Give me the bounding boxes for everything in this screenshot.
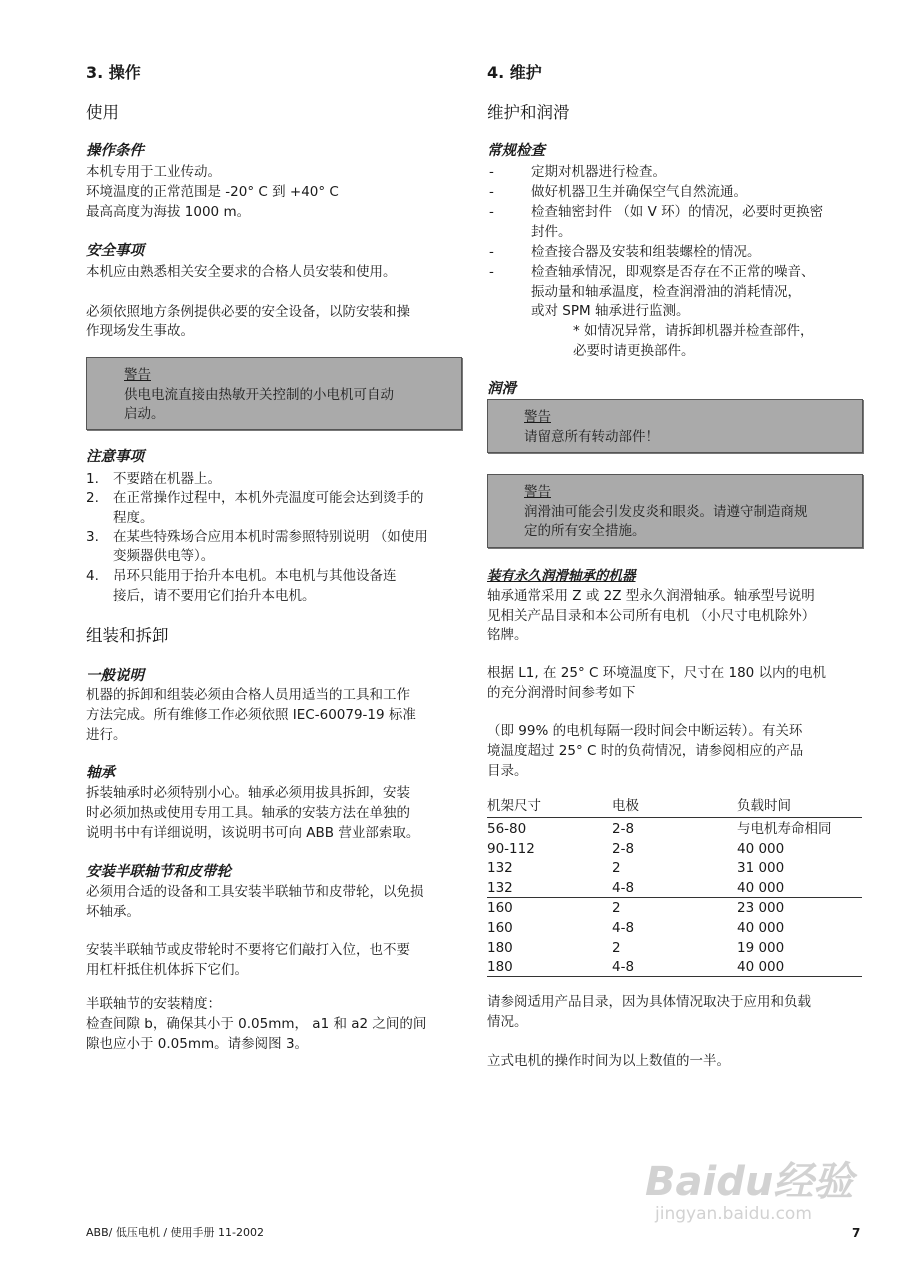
table-cell: 180 bbox=[487, 939, 513, 956]
table-cell: 2-8 bbox=[612, 821, 635, 837]
list-item: 检查接合器及安装和组装螺栓的情况。 bbox=[531, 244, 761, 260]
text-line: 目录。 bbox=[487, 763, 528, 779]
text-line: 机器的拆卸和组装必须由合格人员用适当的工具和工作 bbox=[86, 687, 410, 703]
heading-use: 使用 bbox=[86, 103, 119, 122]
list-item: 在某些特殊场合应用本机时需参照特别说明 （如使用 bbox=[113, 529, 428, 545]
text-line: 必须依照地方条例提供必要的安全设备，以防安装和操 bbox=[86, 304, 410, 320]
warning-text: 润滑油可能会引发皮炎和眼炎。请遵守制造商规 bbox=[524, 504, 808, 520]
dash: - bbox=[489, 204, 494, 220]
list-number: 3. bbox=[86, 529, 99, 545]
warning-title: 警告 bbox=[524, 484, 551, 500]
text-line: 见相关产品目录和本公司所有电机 （小尺寸电机除外） bbox=[487, 608, 816, 624]
table-cell: 180 bbox=[487, 959, 513, 976]
table-header: 机架尺寸 bbox=[487, 798, 541, 814]
table-cell: 2 bbox=[612, 860, 621, 877]
list-item: 吊环只能用于抬升本电机。本电机与其他设备连 bbox=[113, 568, 397, 584]
text-line: 用杠杆抵住机体拆下它们。 bbox=[86, 962, 248, 978]
text-line: 铭牌。 bbox=[487, 627, 528, 643]
dash: - bbox=[489, 164, 494, 180]
text-line: 时必须加热或使用专用工具。轴承的安装方法在单独的 bbox=[86, 805, 410, 821]
warning-text: 定的所有安全措施。 bbox=[524, 523, 646, 539]
heading-routine: 常规检查 bbox=[487, 143, 545, 159]
heading-coupling: 安装半联轴节和皮带轮 bbox=[86, 864, 231, 880]
note-line: * 如情况异常，请拆卸机器并检查部件， bbox=[573, 323, 814, 339]
note-line: 必要时请更换部件。 bbox=[573, 343, 695, 359]
heading-lubrication: 润滑 bbox=[487, 381, 516, 397]
table-cell: 90-112 bbox=[487, 840, 535, 857]
table-cell: 132 bbox=[487, 879, 513, 896]
table-header: 负载时间 bbox=[737, 798, 791, 814]
warning-text: 请留意所有转动部件！ bbox=[524, 429, 659, 445]
dash: - bbox=[489, 264, 494, 280]
text-line: 隙也应小于 0.05mm。请参阅图 3。 bbox=[86, 1036, 309, 1052]
list-number: 4. bbox=[86, 568, 99, 584]
text-line: 进行。 bbox=[86, 727, 127, 743]
text-line: 轴承通常采用 Z 或 2Z 型永久润滑轴承。轴承型号说明 bbox=[487, 588, 815, 604]
table-cell: 40 000 bbox=[737, 879, 785, 896]
text-line: 本机应由熟悉相关安全要求的合格人员安装和使用。 bbox=[86, 264, 397, 280]
text-line: 的充分润滑时间参考如下 bbox=[487, 685, 636, 701]
text-line: 境温度超过 25° C 时的负荷情况，请参阅相应的产品 bbox=[487, 743, 804, 759]
table-cell: 4-8 bbox=[612, 920, 635, 936]
heading-permanent-bearings: 装有永久润滑轴承的机器 bbox=[487, 568, 636, 584]
table-cell: 31 000 bbox=[737, 860, 785, 877]
list-item: 做好机器卫生并确保空气自然流通。 bbox=[531, 184, 747, 200]
text-line: 根据 L1, 在 25° C 环境温度下，尺寸在 180 以内的电机 bbox=[487, 665, 827, 681]
warning-title: 警告 bbox=[124, 367, 151, 383]
table-cell: 40 000 bbox=[737, 920, 785, 936]
heading-assembly: 组装和拆卸 bbox=[86, 626, 169, 645]
text-line: 必须用合适的设备和工具安装半联轴节和皮带轮，以免损 bbox=[86, 884, 424, 900]
list-item: 程度。 bbox=[113, 510, 154, 526]
table-cell: 与电机寿命相同 bbox=[737, 821, 832, 837]
text-line: 方法完成。所有维修工作必须依照 IEC-60079-19 标准 bbox=[86, 707, 416, 723]
table-cell: 40 000 bbox=[737, 959, 785, 976]
list-number: 1. bbox=[86, 471, 99, 487]
list-item: 变频器供电等）。 bbox=[113, 548, 215, 564]
heading-notes: 注意事项 bbox=[86, 449, 144, 465]
text-line: 说明书中有详细说明，该说明书可向 ABB 营业部索取。 bbox=[86, 825, 420, 841]
warning-text: 供电电流直接由热敏开关控制的小电机可自动 bbox=[124, 387, 394, 403]
table-cell: 2-8 bbox=[612, 840, 635, 857]
list-item: 在正常操作过程中，本机外壳温度可能会达到烫手的 bbox=[113, 490, 424, 506]
text-line: 作现场发生事故。 bbox=[86, 323, 194, 339]
dash: - bbox=[489, 244, 494, 260]
list-item: 或对 SPM 轴承进行监测。 bbox=[531, 303, 690, 319]
dash: - bbox=[489, 184, 494, 200]
section-title-operation: 3. 操作 bbox=[86, 63, 141, 82]
text-line: 安装半联轴节或皮带轮时不要将它们敲打入位，也不要 bbox=[86, 942, 410, 958]
text-line: 请参阅适用产品目录，因为具体情况取决于应用和负载 bbox=[487, 994, 811, 1010]
table-cell: 160 bbox=[487, 900, 513, 917]
page-number: 7 bbox=[852, 1226, 861, 1240]
warning-title: 警告 bbox=[524, 409, 551, 425]
table-header: 电极 bbox=[612, 798, 639, 814]
list-item: 检查轴密封件 （如 V 环）的情况，必要时更换密 bbox=[531, 204, 824, 220]
list-number: 2. bbox=[86, 490, 99, 506]
text-line: 拆装轴承时必须特别小心。轴承必须用拔具拆卸，安装 bbox=[86, 785, 410, 801]
table-cell: 19 000 bbox=[737, 939, 785, 956]
table-divider bbox=[487, 976, 862, 977]
table-cell: 23 000 bbox=[737, 900, 785, 917]
heading-general: 一般说明 bbox=[86, 668, 144, 684]
text-line: 情况。 bbox=[487, 1014, 528, 1030]
warning-box bbox=[86, 357, 462, 430]
table-divider bbox=[487, 897, 862, 898]
table-divider bbox=[487, 817, 862, 818]
list-item: 定期对机器进行检查。 bbox=[531, 164, 666, 180]
table-cell: 56-80 bbox=[487, 821, 527, 837]
footer-text: ABB/ 低压电机 / 使用手册 11-2002 bbox=[86, 1226, 264, 1239]
warning-box bbox=[487, 399, 863, 453]
heading-bearing: 轴承 bbox=[86, 765, 115, 781]
table-cell: 132 bbox=[487, 860, 513, 877]
section-title-maintenance: 4. 维护 bbox=[487, 63, 542, 82]
table-cell: 160 bbox=[487, 920, 513, 936]
text-line: （即 99% 的电机每隔一段时间会中断运转）。有关环 bbox=[487, 723, 803, 739]
text-line: 本机专用于工业传动。 bbox=[86, 164, 221, 180]
text-line: 坏轴承。 bbox=[86, 904, 140, 920]
text-line: 立式电机的操作时间为以上数值的一半。 bbox=[487, 1053, 730, 1069]
list-item: 检查轴承情况，即观察是否存在不正常的噪音、 bbox=[531, 264, 815, 280]
warning-text: 启动。 bbox=[124, 406, 165, 422]
baidu-watermark-url: jingyan.baidu.com bbox=[655, 1204, 812, 1224]
table-cell: 4-8 bbox=[612, 959, 635, 976]
table-cell: 2 bbox=[612, 900, 621, 917]
heading-maintenance: 维护和润滑 bbox=[487, 103, 570, 122]
text-line: 最高高度为海拔 1000 m。 bbox=[86, 204, 251, 220]
text-line: 半联轴节的安装精度： bbox=[86, 996, 221, 1012]
text-line: 检查间隙 b，确保其小于 0.05mm， a1 和 a2 之间的间 bbox=[86, 1016, 427, 1032]
warning-box bbox=[487, 474, 863, 548]
heading-operating-conditions: 操作条件 bbox=[86, 143, 144, 159]
list-item: 不要踏在机器上。 bbox=[113, 471, 221, 487]
table-cell: 4-8 bbox=[612, 879, 635, 896]
list-item: 振动量和轴承温度，检查润滑油的消耗情况， bbox=[531, 284, 801, 300]
list-item: 封件。 bbox=[531, 224, 572, 240]
baidu-watermark-logo: Baidu经验 bbox=[645, 1159, 854, 1205]
text-line: 环境温度的正常范围是 -20° C 到 +40° C bbox=[86, 184, 339, 200]
heading-safety: 安全事项 bbox=[86, 243, 144, 259]
table-cell: 2 bbox=[612, 939, 621, 956]
list-item: 接后，请不要用它们抬升本电机。 bbox=[113, 588, 316, 604]
table-cell: 40 000 bbox=[737, 840, 785, 857]
